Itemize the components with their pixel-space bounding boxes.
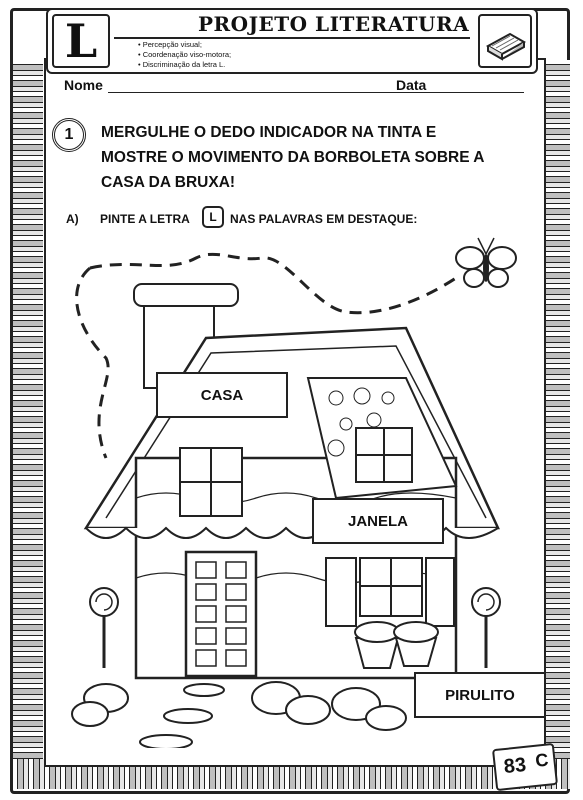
butterfly-icon bbox=[456, 238, 516, 287]
label-pirulito[interactable]: PIRULITO bbox=[414, 672, 546, 718]
objectives-list bbox=[138, 40, 231, 70]
worksheet-header bbox=[46, 8, 538, 74]
page-number-tab bbox=[492, 743, 558, 791]
question-text: MERGULHE O DEDO INDICADOR NA TINTA E MOSTRE O MOVIMENTO DA BORBOLETA SOBRE A CASA DA BRUXA! bbox=[101, 124, 484, 191]
name-label: Nome bbox=[64, 77, 103, 93]
corner-letter: C bbox=[534, 749, 550, 771]
letter-l-chip: L bbox=[202, 206, 224, 228]
objective-item: • Percepção visual; bbox=[138, 40, 231, 50]
subquestion-text-after: NAS PALAVRAS EM DESTAQUE: bbox=[230, 212, 418, 226]
label-janela[interactable]: JANELA bbox=[312, 498, 444, 544]
house-illustration bbox=[46, 228, 530, 748]
header-letter-badge: L bbox=[52, 14, 110, 68]
stepping-stones bbox=[140, 684, 224, 748]
subquestion-text-before: PINTE A LETRA bbox=[100, 212, 190, 226]
date-field[interactable] bbox=[434, 92, 524, 93]
book-icon-box bbox=[478, 14, 532, 68]
flower-icon bbox=[72, 682, 406, 730]
decorative-border-left bbox=[13, 60, 43, 760]
objective-item: • Coordenação viso-motora; bbox=[138, 50, 231, 60]
date-label: Data bbox=[396, 77, 427, 93]
title-divider bbox=[114, 37, 470, 39]
page-title: PROJETO LITERATURA bbox=[198, 12, 470, 36]
label-casa[interactable]: CASA bbox=[156, 372, 288, 418]
book-icon bbox=[480, 16, 530, 66]
name-date-row bbox=[64, 77, 524, 93]
subquestion-marker: A) bbox=[66, 212, 79, 226]
objective-item: • Discriminação da letra L. bbox=[138, 60, 231, 70]
page-number: 83 bbox=[502, 753, 528, 779]
question-number: 1 bbox=[52, 118, 86, 152]
